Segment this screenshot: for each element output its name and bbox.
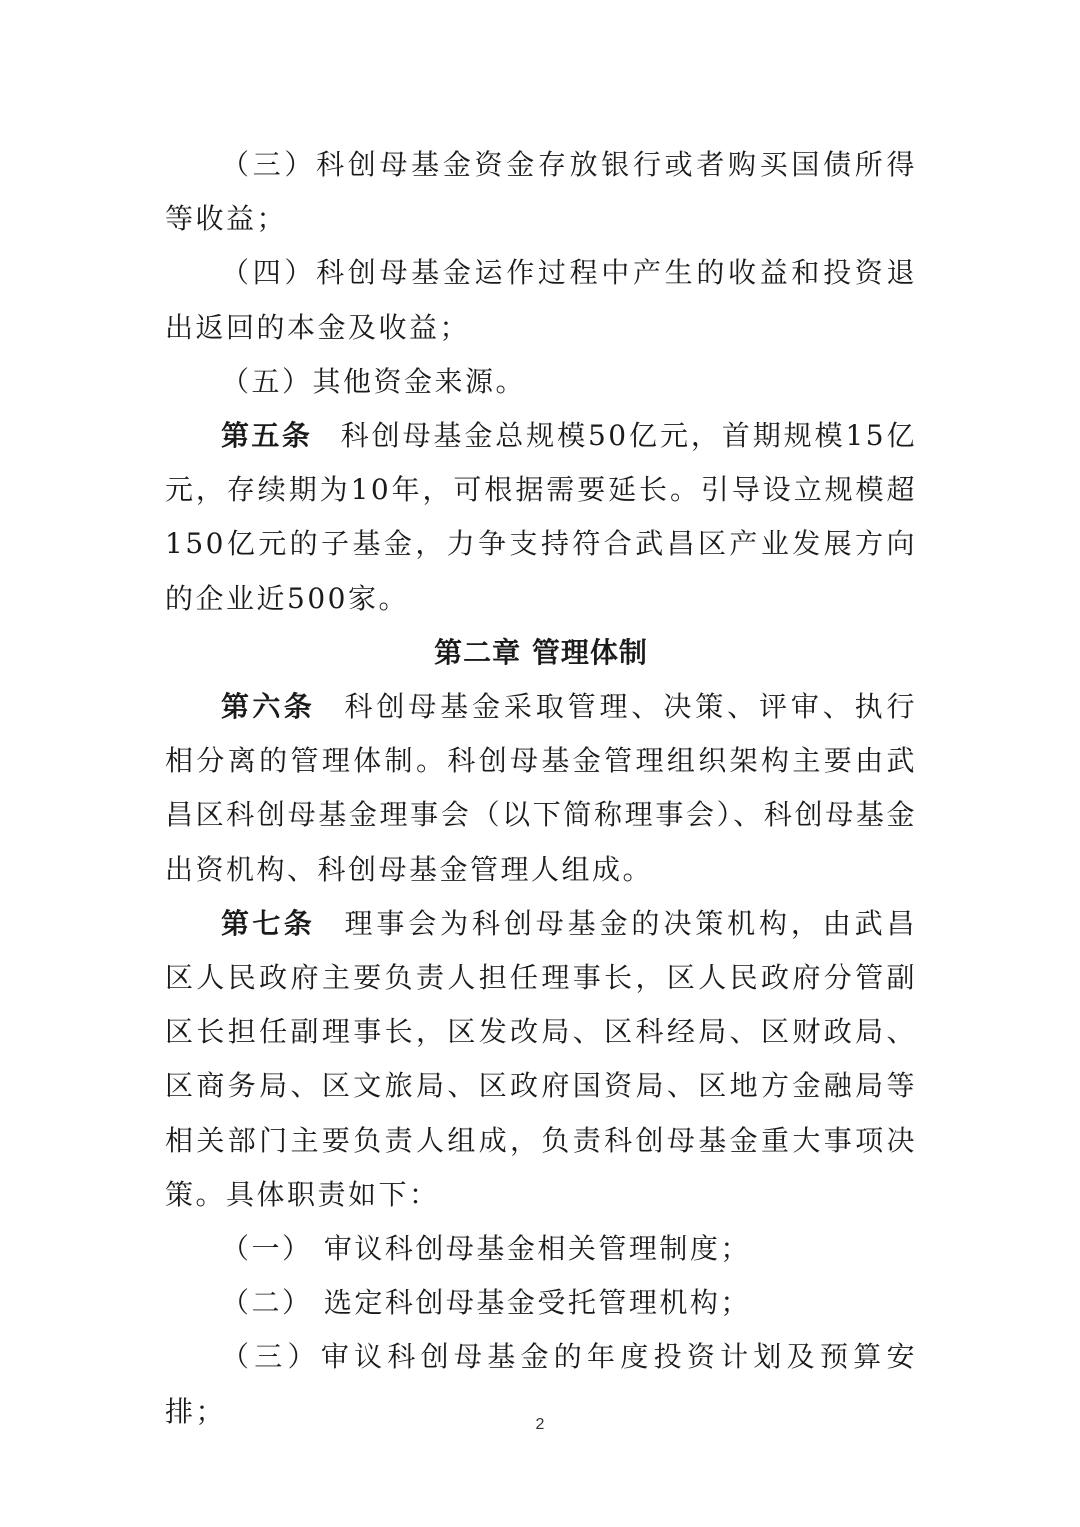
page-number: 2 xyxy=(535,1416,545,1433)
article-5-text: 科创母基金总规模50亿元，首期规模15亿元，存续期为10年，可根据需要延长。引导设立规模超150亿元的子基金，力争支持符合武昌区产业发展方向的企业近500家。 xyxy=(165,419,917,615)
article-5-label: 第五条 xyxy=(221,419,313,453)
duty-item-2: （二） 选定科创母基金受托管理机构； xyxy=(221,1286,751,1320)
article-7-text: 理事会为科创母基金的决策机构，由武昌区人民政府主要负责人担任理事长，区人民政府分管副区长担任副理事长，区发改局、区科经局、区财政局、区商务局、区文旅局、区政府国资局、区地方金融局等相关部门主要负责人组成，负责科创母基金重大事项决策。具体职责如下： xyxy=(165,906,917,1211)
article-6 xyxy=(165,680,917,897)
duty-item-3: （三）审议科创母基金的年度投资计划及预算安排； xyxy=(165,1340,917,1428)
paragraph-income-4: （四）科创母基金运作过程中产生的收益和投资退出返回的本金及收益； xyxy=(165,256,917,344)
duty-item-1: （一） 审议科创母基金相关管理制度； xyxy=(221,1232,751,1266)
paragraph-income-5: （五）其他资金来源。 xyxy=(221,364,527,398)
paragraph-income-3: （三）科创母基金资金存放银行或者购买国债所得等收益； xyxy=(165,148,917,236)
article-7-label: 第七条 xyxy=(221,906,316,940)
article-6-text: 科创母基金采取管理、决策、评审、执行相分离的管理体制。科创母基金管理组织架构主要由武昌区科创母基金理事会（以下简称理事会）、科创母基金出资机构、科创母基金管理人组成。 xyxy=(165,690,917,886)
article-6-label: 第六条 xyxy=(221,690,316,724)
article-5 xyxy=(165,409,917,626)
article-7 xyxy=(165,897,917,1222)
document-body xyxy=(165,138,917,1439)
chapter-2-title: 第二章 管理体制 xyxy=(434,635,648,669)
